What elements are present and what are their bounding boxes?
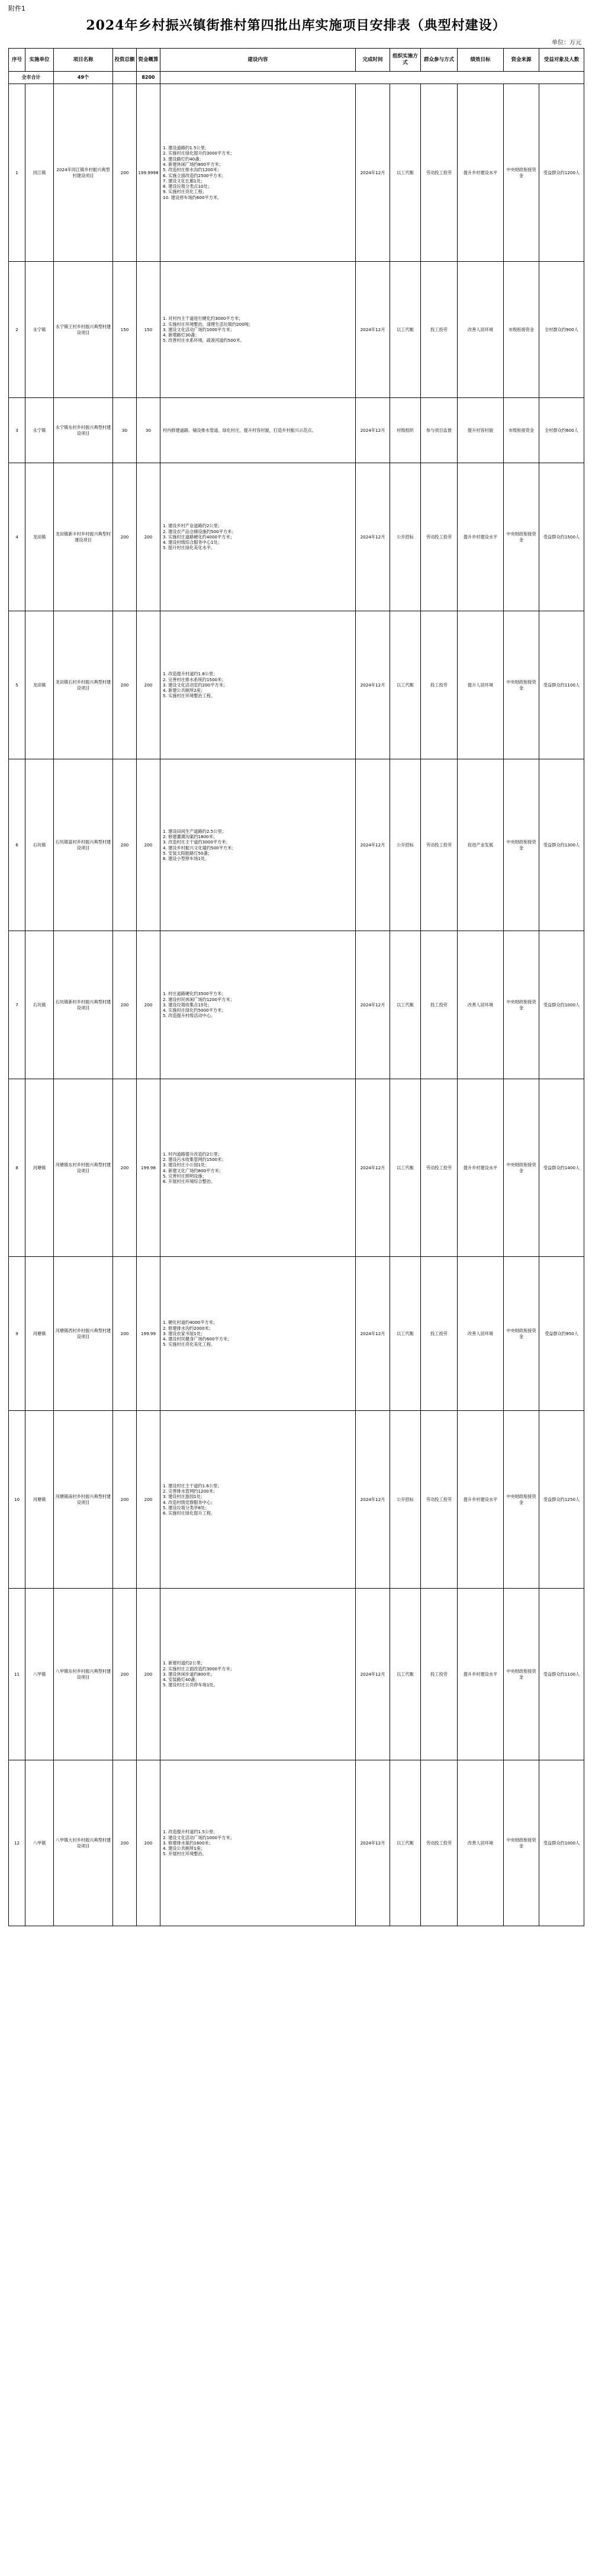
beneficiaries: 全村群众约900人 bbox=[539, 262, 584, 398]
content-line: 3. 建设垃圾收集点15处； bbox=[163, 1002, 212, 1008]
completion-time: 2024年12月 bbox=[356, 1257, 390, 1411]
completion-time: 2024年12月 bbox=[356, 262, 390, 398]
row-number: 4 bbox=[9, 463, 25, 611]
content-line: 4. 新建休闲广场约800平方米； bbox=[163, 161, 223, 167]
budget-amount: 200 bbox=[137, 611, 160, 759]
construction-content bbox=[160, 84, 356, 262]
construction-content bbox=[160, 759, 356, 931]
organization-method: 公开招标 bbox=[390, 1411, 421, 1589]
annex-label: 附件1 bbox=[8, 5, 25, 12]
implementing-unit: 同江镇 bbox=[25, 84, 54, 262]
organization-method: 公开招标 bbox=[390, 463, 421, 611]
content-line: 9. 实施村庄亮化工程； bbox=[163, 189, 207, 195]
construction-content bbox=[160, 463, 356, 611]
content-line: 10. 建设停车场约600平方米。 bbox=[163, 194, 222, 200]
implementing-unit: 石坑镇 bbox=[25, 931, 54, 1079]
content-line: 5. 改善村庄水系环境，疏浚河道约500米。 bbox=[163, 338, 244, 344]
public-participation: 劳动投工投劳 bbox=[421, 1079, 458, 1257]
project-name: 2024年同江镇乡村振兴典型村建设项目 bbox=[54, 84, 113, 262]
beneficiaries: 受益群众约1250人 bbox=[539, 1411, 584, 1589]
completion-time: 2024年12月 bbox=[356, 1760, 390, 1926]
organization-method: 以工代赈 bbox=[390, 1079, 421, 1257]
completion-time: 2024年12月 bbox=[356, 463, 390, 611]
construction-content bbox=[160, 1411, 356, 1589]
content-line: 6. 建设小型停车场1处。 bbox=[163, 856, 210, 862]
investment-total: 200 bbox=[113, 759, 137, 931]
content-line: 3. 建设农家书屋1处； bbox=[163, 1330, 205, 1336]
investment-total: 200 bbox=[113, 1589, 137, 1760]
project-name: 河塘镇东村乡村振兴典型村建设项目 bbox=[54, 1079, 113, 1257]
content-line: 1. 村庄道路硬化约3500平方米； bbox=[163, 991, 226, 997]
content-line: 3. 实施村庄道路硬化约4000平方米； bbox=[163, 534, 234, 540]
public-participation: 投工投劳 bbox=[421, 1589, 458, 1760]
organization-method: 以工代赈 bbox=[390, 611, 421, 759]
project-name: 八甲镇大村乡村振兴典型村建设项目 bbox=[54, 1760, 113, 1926]
organization-method: 以工代赈 bbox=[390, 262, 421, 398]
header-cell: 资金概算 bbox=[137, 49, 160, 72]
table-row bbox=[9, 1411, 584, 1589]
project-name: 石坑镇富村乡村振兴典型村建设项目 bbox=[54, 759, 113, 931]
investment-total: 150 bbox=[113, 262, 137, 398]
content-line: 2. 建设农产品仓储设施约500平方米； bbox=[163, 528, 236, 534]
content-line: 2. 实施村庄立面改造约3000平方米； bbox=[163, 1666, 234, 1672]
project-name: 石坑镇新村乡村振兴典型村建设项目 bbox=[54, 931, 113, 1079]
content-line: 5. 建设村庄公共停车场1处。 bbox=[163, 1682, 218, 1688]
total-label: 全市合计 bbox=[9, 72, 54, 84]
investment-total: 200 bbox=[113, 1411, 137, 1589]
content-line: 4. 建设村级综合服务中心1处； bbox=[163, 540, 222, 546]
implementing-unit: 八甲镇 bbox=[25, 1589, 54, 1760]
content-line: 4. 新增路灯30盏； bbox=[163, 332, 200, 338]
row-number: 3 bbox=[9, 398, 25, 463]
row-number: 8 bbox=[9, 1079, 25, 1257]
document-title: 2024年乡村振兴镇街推村第四批出库实施项目安排表（典型村建设） bbox=[86, 18, 506, 33]
public-participation: 投工投劳 bbox=[421, 931, 458, 1079]
completion-time: 2024年12月 bbox=[356, 611, 390, 759]
content-line: 村内修建道路、铺设排水管道、绿化村庄，提升村容村貌，打造乡村振兴示范点。 bbox=[163, 427, 316, 433]
fund-source: 中央财政衔接资金 bbox=[504, 759, 539, 931]
content-line: 3. 建设路灯约40盏； bbox=[163, 156, 204, 162]
fund-source: 中央财政衔接资金 bbox=[504, 1079, 539, 1257]
project-name: 八甲镇东村乡村振兴典型村建设项目 bbox=[54, 1589, 113, 1760]
row-number: 5 bbox=[9, 611, 25, 759]
content-line: 4. 新建文化广场约800平方米； bbox=[163, 1167, 223, 1173]
budget-amount: 150 bbox=[137, 262, 160, 398]
construction-content bbox=[160, 1079, 356, 1257]
content-line: 4. 建设村民健身广场约600平方米； bbox=[163, 1336, 232, 1342]
table-row bbox=[9, 759, 584, 931]
budget-amount: 200 bbox=[137, 1589, 160, 1760]
construction-content bbox=[160, 611, 356, 759]
project-name: 龙田镇石村乡村振兴典型村建设项目 bbox=[54, 611, 113, 759]
performance-goal: 提升乡村建设水平 bbox=[458, 1079, 504, 1257]
completion-time: 2024年12月 bbox=[356, 759, 390, 931]
content-line: 6. 实施村庄绿化提升工程。 bbox=[163, 1510, 215, 1516]
row-number: 1 bbox=[9, 84, 25, 262]
content-line: 5. 提升村庄绿化美化水平。 bbox=[163, 545, 215, 551]
construction-content bbox=[160, 398, 356, 463]
budget-amount: 199.9998 bbox=[137, 84, 160, 262]
content-line: 1. 改造提升村道约1.8公里； bbox=[163, 671, 218, 677]
organization-method: 以工代赈 bbox=[390, 931, 421, 1079]
total-amount: 8200 bbox=[137, 72, 160, 84]
implementing-unit: 河塘镇 bbox=[25, 1079, 54, 1257]
row-number: 11 bbox=[9, 1589, 25, 1760]
content-line: 1. 建设乡村产业道路约2公里； bbox=[163, 523, 222, 529]
implementing-unit: 河塘镇 bbox=[25, 1411, 54, 1589]
public-participation: 投工投劳 bbox=[421, 611, 458, 759]
investment-total: 200 bbox=[113, 1257, 137, 1411]
content-line: 2. 建设文化活动广场约1000平方米； bbox=[163, 1834, 234, 1840]
content-line: 4. 新建公共厕所2座； bbox=[163, 688, 205, 694]
fund-source: 中央财政衔接资金 bbox=[504, 84, 539, 262]
table-row bbox=[9, 398, 584, 463]
content-line: 2. 修建灌溉沟渠约1800米； bbox=[163, 833, 218, 839]
header-cell: 群众参与方式 bbox=[421, 49, 458, 72]
beneficiaries: 受益群众约1100人 bbox=[539, 611, 584, 759]
investment-total: 200 bbox=[113, 1079, 137, 1257]
table-row bbox=[9, 931, 584, 1079]
investment-total: 200 bbox=[113, 931, 137, 1079]
content-line: 5. 建设垃圾分类亭8处； bbox=[163, 1504, 210, 1510]
fund-source: 中央财政衔接资金 bbox=[504, 1411, 539, 1589]
row-number: 2 bbox=[9, 262, 25, 398]
public-participation: 劳动投工投劳 bbox=[421, 759, 458, 931]
performance-goal: 改善人居环境 bbox=[458, 1760, 504, 1926]
beneficiaries: 全村群众约600人 bbox=[539, 398, 584, 463]
implementing-unit: 龙田镇 bbox=[25, 611, 54, 759]
content-line: 8. 建设垃圾分类点10处； bbox=[163, 184, 212, 190]
content-line: 5. 实施村庄环境整治工程。 bbox=[163, 693, 215, 699]
content-line: 3. 建设村庄游园1处； bbox=[163, 1494, 205, 1500]
content-line: 1. 硬化村道约4000平方米； bbox=[163, 1320, 218, 1326]
content-line: 3. 建设文化活动室约200平方米； bbox=[163, 682, 228, 688]
content-line: 1. 改造提升村道约1.5公里； bbox=[163, 1829, 218, 1835]
public-participation: 劳动投工投劳 bbox=[421, 84, 458, 262]
organization-method: 以工代赈 bbox=[390, 1589, 421, 1760]
content-line: 3. 建设村庄小公园1处； bbox=[163, 1162, 210, 1168]
content-line: 5. 开展村庄环境整治。 bbox=[163, 1851, 207, 1857]
content-line: 1. 新建村道约2公里； bbox=[163, 1660, 205, 1666]
header-cell: 建设内容 bbox=[160, 49, 356, 72]
fund-source: 市级衔接资金 bbox=[504, 262, 539, 398]
public-participation: 劳动投工投劳 bbox=[421, 1760, 458, 1926]
organization-method: 以工代赈 bbox=[390, 1760, 421, 1926]
project-table bbox=[8, 48, 584, 1926]
beneficiaries: 受益群众约1000人 bbox=[539, 1760, 584, 1926]
table-row bbox=[9, 1760, 584, 1926]
content-line: 2. 完善村庄排水系统约1500米； bbox=[163, 676, 226, 682]
content-line: 3. 建设文化活动广场约1000平方米； bbox=[163, 326, 234, 332]
performance-goal: 促进产业发展 bbox=[458, 759, 504, 931]
content-line: 6. 开展村庄环境综合整治。 bbox=[163, 1179, 215, 1185]
content-line: 1. 建设村庄主干道约1.6公里； bbox=[163, 1483, 222, 1489]
project-name: 龙田镇新丰村乡村振兴典型村建设项目 bbox=[54, 463, 113, 611]
beneficiaries: 受益群众约1500人 bbox=[539, 463, 584, 611]
content-line: 5. 安装太阳能路灯50盏； bbox=[163, 850, 212, 856]
performance-goal: 提升村容村貌 bbox=[458, 398, 504, 463]
header-cell: 序号 bbox=[9, 49, 25, 72]
content-line: 1. 建设道路约1.5公里； bbox=[163, 145, 210, 151]
public-participation: 参与项目监督 bbox=[421, 398, 458, 463]
fund-source: 中央财政衔接资金 bbox=[504, 1257, 539, 1411]
row-number: 6 bbox=[9, 759, 25, 931]
fund-source: 中央财政衔接资金 bbox=[504, 611, 539, 759]
fund-source: 中央财政衔接资金 bbox=[504, 1589, 539, 1760]
row-number: 7 bbox=[9, 931, 25, 1079]
implementing-unit: 永宁镇 bbox=[25, 398, 54, 463]
project-name: 永宁镇东村乡村振兴典型村建设项目 bbox=[54, 398, 113, 463]
budget-amount: 200 bbox=[137, 1411, 160, 1589]
public-participation: 投工投劳 bbox=[421, 1257, 458, 1411]
table-row bbox=[9, 84, 584, 262]
content-line: 5. 完善村庄照明设施； bbox=[163, 1173, 207, 1179]
completion-time: 2024年12月 bbox=[356, 84, 390, 262]
beneficiaries: 受益群众约950人 bbox=[539, 1257, 584, 1411]
organization-method: 村级组织 bbox=[390, 398, 421, 463]
beneficiaries: 受益群众约1000人 bbox=[539, 931, 584, 1079]
content-line: 2. 建设村民休闲广场约1200平方米； bbox=[163, 996, 234, 1002]
fund-source: 中央财政衔接资金 bbox=[504, 463, 539, 611]
content-line: 3. 建设休闲步道约800米； bbox=[163, 1671, 215, 1677]
implementing-unit: 八甲镇 bbox=[25, 1760, 54, 1926]
fund-source: 中央财政衔接资金 bbox=[504, 1760, 539, 1926]
row-number: 9 bbox=[9, 1257, 25, 1411]
investment-total: 30 bbox=[113, 398, 137, 463]
row-number: 12 bbox=[9, 1760, 25, 1926]
total-investment bbox=[113, 72, 137, 84]
table-row bbox=[9, 1257, 584, 1411]
public-participation: 劳动投工投劳 bbox=[421, 1411, 458, 1589]
budget-amount: 200 bbox=[137, 463, 160, 611]
content-line: 5. 改造提升村级活动中心。 bbox=[163, 1013, 215, 1019]
content-line: 6. 实施立面改造约2500平方米； bbox=[163, 172, 226, 178]
content-line: 7. 建设文化长廊1处； bbox=[163, 178, 205, 184]
performance-goal: 提升乡村建设水平 bbox=[458, 1589, 504, 1760]
construction-content bbox=[160, 1589, 356, 1760]
budget-amount: 200 bbox=[137, 759, 160, 931]
budget-amount: 199.99 bbox=[137, 1257, 160, 1411]
header-cell: 投资总额 bbox=[113, 49, 137, 72]
performance-goal: 提升乡村建设水平 bbox=[458, 463, 504, 611]
header-cell: 受益对象及人数 bbox=[539, 49, 584, 72]
header-cell: 资金来源 bbox=[504, 49, 539, 72]
budget-amount: 30 bbox=[137, 398, 160, 463]
content-line: 1. 对村内主干道进行硬化约3000平方米； bbox=[163, 316, 243, 322]
table-row bbox=[9, 1079, 584, 1257]
construction-content bbox=[160, 262, 356, 398]
performance-goal: 改善人居环境 bbox=[458, 1257, 504, 1411]
content-line: 1. 建设田间生产道路约2.5公里； bbox=[163, 828, 226, 834]
beneficiaries: 受益群众约1300人 bbox=[539, 759, 584, 931]
performance-goal: 提升人居环境 bbox=[458, 611, 504, 759]
fund-source: 中央财政衔接资金 bbox=[504, 931, 539, 1079]
implementing-unit: 龙田镇 bbox=[25, 463, 54, 611]
performance-goal: 改善人居环境 bbox=[458, 931, 504, 1079]
organization-method: 以工代赈 bbox=[390, 84, 421, 262]
content-line: 4. 建设公共厕所1座； bbox=[163, 1846, 205, 1852]
table-row bbox=[9, 463, 584, 611]
implementing-unit: 永宁镇 bbox=[25, 262, 54, 398]
organization-method: 公开招标 bbox=[390, 759, 421, 931]
performance-goal: 提升乡村建设水平 bbox=[458, 84, 504, 262]
completion-time: 2024年12月 bbox=[356, 1589, 390, 1760]
budget-amount: 200 bbox=[137, 931, 160, 1079]
public-participation: 劳动投工投劳 bbox=[421, 463, 458, 611]
project-name: 河塘镇西村乡村振兴典型村建设项目 bbox=[54, 1257, 113, 1411]
construction-content bbox=[160, 1257, 356, 1411]
header-cell: 绩效目标 bbox=[458, 49, 504, 72]
content-line: 4. 实施村庄绿化约5000平方米； bbox=[163, 1008, 226, 1013]
beneficiaries: 受益群众约1400人 bbox=[539, 1079, 584, 1257]
fund-source: 市级衔接资金 bbox=[504, 398, 539, 463]
public-participation: 投工投劳 bbox=[421, 262, 458, 398]
content-line: 1. 村内道路提升改造约2公里； bbox=[163, 1151, 222, 1157]
investment-total: 200 bbox=[113, 1760, 137, 1926]
content-line: 2. 实施村庄环境整治，清理生活垃圾约200吨； bbox=[163, 321, 253, 327]
table-header-row bbox=[9, 49, 584, 72]
content-line: 4. 安装路灯40盏； bbox=[163, 1677, 200, 1683]
header-cell: 组织实施方式 bbox=[390, 49, 421, 72]
investment-total: 200 bbox=[113, 84, 137, 262]
content-line: 2. 修建排水沟约2000米； bbox=[163, 1325, 213, 1331]
organization-method: 以工代赈 bbox=[390, 1257, 421, 1411]
table-row bbox=[9, 611, 584, 759]
total-count: 49个 bbox=[54, 72, 113, 84]
project-name: 河塘镇南村乡村振兴典型村建设项目 bbox=[54, 1411, 113, 1589]
beneficiaries: 受益群众约1100人 bbox=[539, 1589, 584, 1760]
performance-goal: 提升乡村建设水平 bbox=[458, 1411, 504, 1589]
content-line: 2. 完善排水管网约1200米； bbox=[163, 1488, 218, 1494]
implementing-unit: 河塘镇 bbox=[25, 1257, 54, 1411]
investment-total: 200 bbox=[113, 463, 137, 611]
budget-amount: 200 bbox=[137, 1760, 160, 1926]
construction-content bbox=[160, 931, 356, 1079]
completion-time: 2024年12月 bbox=[356, 931, 390, 1079]
header-cell: 项目名称 bbox=[54, 49, 113, 72]
beneficiaries: 受益群众约1200人 bbox=[539, 84, 584, 262]
content-line: 5. 改造村庄排水沟约1200米； bbox=[163, 167, 222, 173]
investment-total: 200 bbox=[113, 611, 137, 759]
content-line: 5. 实施村庄亮化美化工程。 bbox=[163, 1342, 215, 1348]
content-line: 4. 改造村级党群服务中心； bbox=[163, 1499, 215, 1505]
table-row bbox=[9, 1589, 584, 1760]
budget-amount: 199.98 bbox=[137, 1079, 160, 1257]
header-cell: 实施单位 bbox=[25, 49, 54, 72]
project-name: 永宁镇王村乡村振兴典型村建设项目 bbox=[54, 262, 113, 398]
content-line: 3. 改造村庄主干道约3000平方米； bbox=[163, 839, 230, 845]
implementing-unit: 石坑镇 bbox=[25, 759, 54, 931]
content-line: 2. 实施村庄绿化提升约3000平方米； bbox=[163, 150, 234, 156]
performance-goal: 改善人居环境 bbox=[458, 262, 504, 398]
row-number: 10 bbox=[9, 1411, 25, 1589]
table-row bbox=[9, 262, 584, 398]
content-line: 3. 修建排水渠约1600米； bbox=[163, 1840, 213, 1846]
completion-time: 2024年12月 bbox=[356, 1411, 390, 1589]
construction-content bbox=[160, 1760, 356, 1926]
completion-time: 2024年12月 bbox=[356, 1079, 390, 1257]
unit-label: 单位：万元 bbox=[552, 40, 581, 46]
completion-time: 2024年12月 bbox=[356, 398, 390, 463]
content-line: 4. 建设乡村振兴文化墙约500平方米； bbox=[163, 845, 236, 851]
header-cell: 完成时间 bbox=[356, 49, 390, 72]
total-row bbox=[9, 72, 584, 84]
content-line: 2. 建设污水收集管网约1500米； bbox=[163, 1156, 226, 1162]
